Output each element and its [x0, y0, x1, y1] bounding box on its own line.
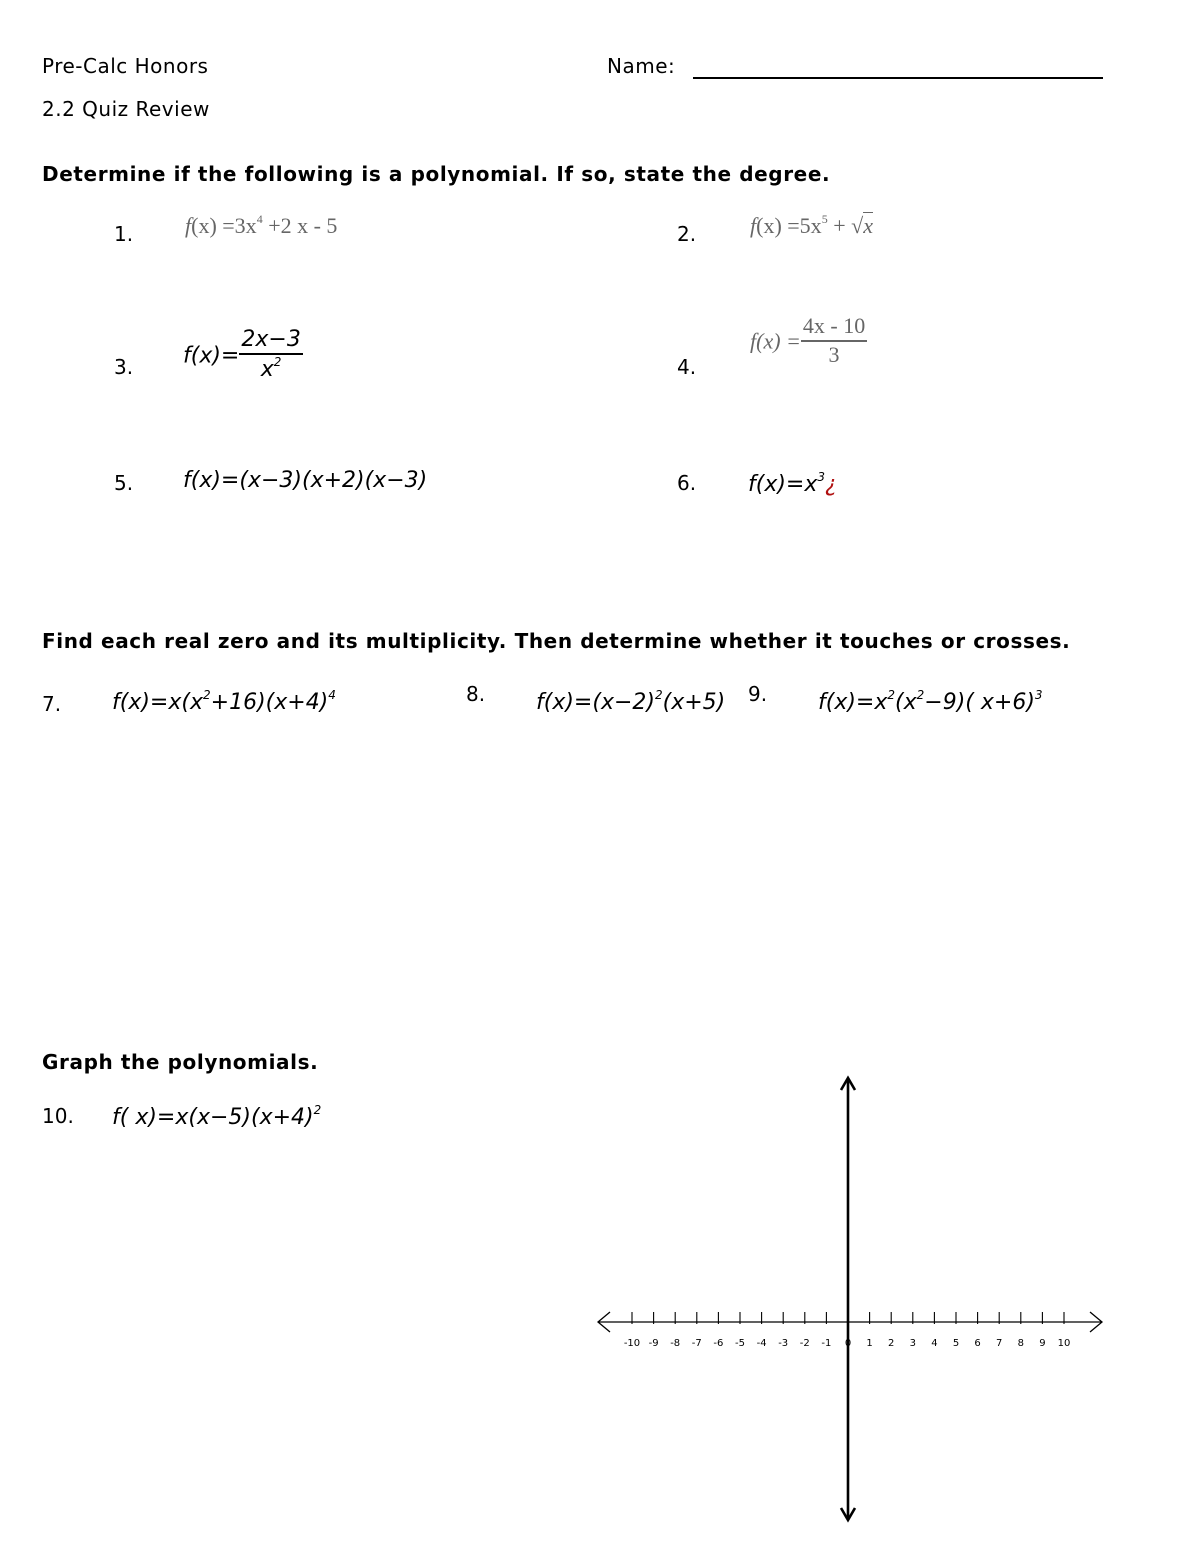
x-tick-label: -2	[799, 1338, 810, 1349]
problem-1-expression: $f(x) =3x^4 +2$ x - 5	[185, 212, 338, 238]
problem-2-number: 2.	[677, 222, 697, 246]
x-tick-label: -9	[648, 1338, 659, 1349]
problem-10-number: 10.	[42, 1104, 74, 1128]
x-tick-label: 9	[1039, 1338, 1046, 1349]
x-tick-label: 3	[909, 1338, 916, 1349]
x-tick-label: -5	[735, 1338, 745, 1349]
x-tick-label: -10	[623, 1338, 641, 1349]
problem-9-expression: $f(x)=x^2(x^2-9)$( x+6)$^3$	[818, 688, 1043, 715]
problem-8-number: 8.	[466, 682, 486, 706]
problem-7-expression: $f(x)=x(x^2+16)(x+4)^4$	[112, 688, 336, 715]
course-title: Pre-Calc Honors	[42, 54, 209, 78]
problem-3-number: 3.	[114, 355, 134, 379]
quiz-subtitle: 2.2 Quiz Review	[42, 97, 210, 121]
section3-instruction: Graph the polynomials.	[42, 1050, 319, 1074]
sqrt-symbol: √	[851, 213, 864, 238]
problem-1-number: 1.	[114, 222, 134, 246]
section2-instruction: Find each real zero and its multiplicity. Then determine whether it touches or crosses.	[42, 629, 1071, 653]
problem-2-expression: $f(x) =5x^5 + √x$	[750, 212, 873, 238]
problem-8-expression: $f(x)=(x-2)^2(x+5)$	[536, 688, 726, 715]
x-tick-label: -1	[821, 1338, 832, 1349]
problem-5-number: 5.	[114, 471, 134, 495]
x-tick-label: -6	[713, 1338, 724, 1349]
name-field-line[interactable]	[693, 77, 1103, 79]
problem-3-expression: f(x)= $\frac{2x-3}{x^2}$	[183, 327, 301, 383]
problem-4-number: 4.	[677, 355, 697, 379]
section1-instruction: Determine if the following is a polynomial. If so, state the degree.	[42, 162, 831, 186]
x-tick-label: 2	[888, 1338, 895, 1349]
name-label: Name:	[607, 54, 676, 78]
x-tick-label: 7	[996, 1338, 1003, 1349]
problem-4-expression: f(x) = $\frac{4x - 10}{3}$	[750, 313, 866, 368]
problem-9-number: 9.	[748, 682, 768, 706]
x-tick-label: -3	[778, 1338, 789, 1349]
problem-10-expression: f( $x)=x(x-5)(x+4)^2$	[112, 1103, 322, 1130]
x-tick-label: 5	[952, 1338, 960, 1349]
x-tick-label: 10	[1057, 1338, 1071, 1349]
x-tick-label: -4	[756, 1338, 767, 1349]
problem-5-expression: f(x)=(x−3)(x+2)(x−3)	[183, 468, 428, 493]
graph-axes[interactable]	[590, 1070, 1110, 1530]
x-tick-label: 0	[844, 1338, 852, 1349]
problem-6-expression: $f(x)=x^3¿$	[748, 470, 837, 497]
x-tick-label: -7	[691, 1338, 702, 1349]
problem-7-number: 7.	[42, 692, 62, 716]
x-tick-label: 8	[1017, 1338, 1024, 1349]
x-tick-label: 6	[974, 1338, 981, 1349]
x-tick-label: -8	[670, 1338, 681, 1349]
problem-6-number: 6.	[677, 471, 697, 495]
x-tick-label: 4	[931, 1338, 938, 1349]
x-tick-label: 1	[866, 1338, 873, 1349]
